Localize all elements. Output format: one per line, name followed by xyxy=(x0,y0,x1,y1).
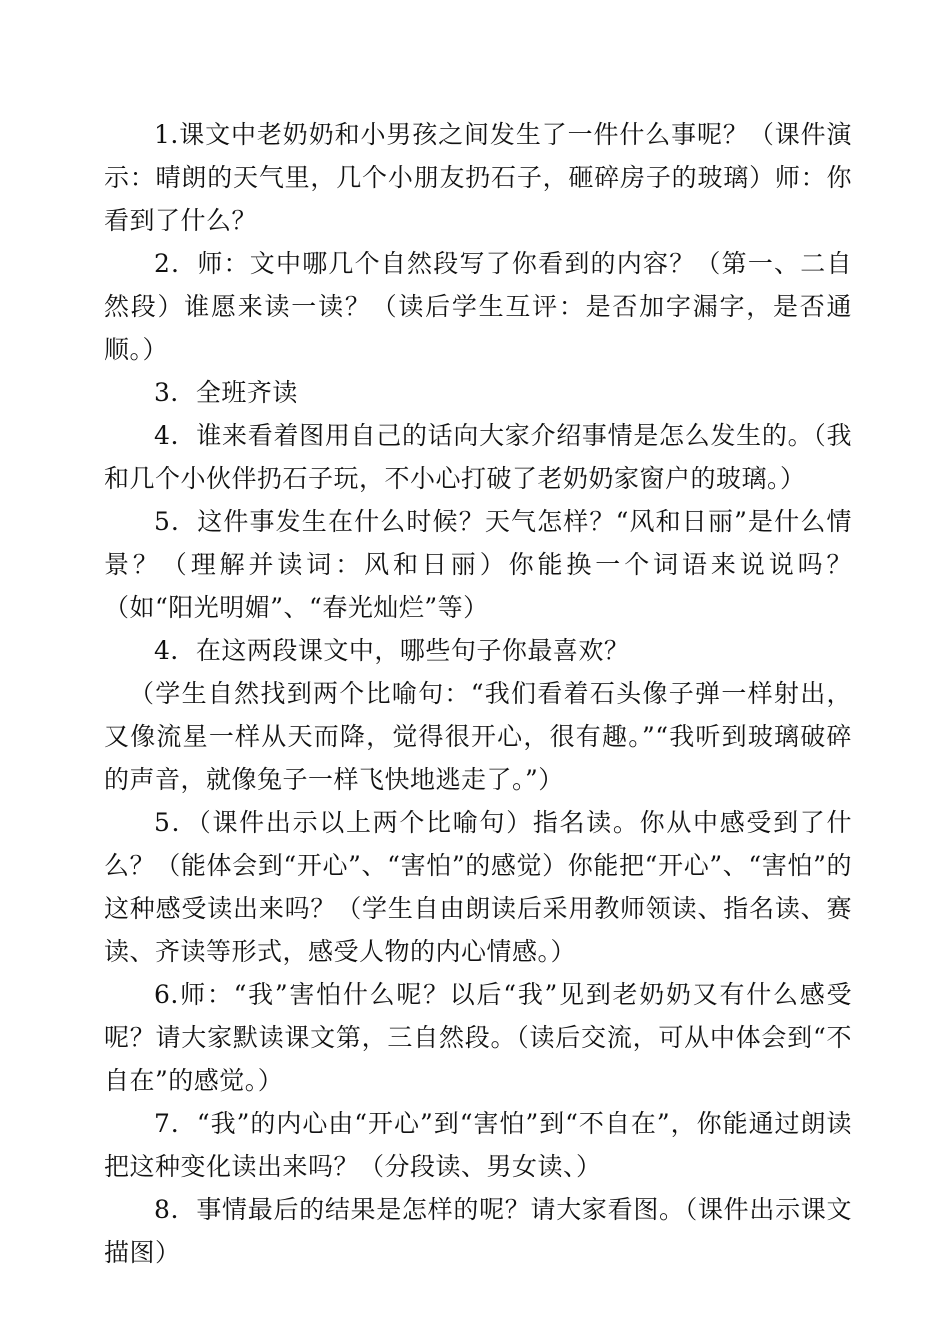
paragraph-6: 4．在这两段课文中，哪些句子你最喜欢？ xyxy=(154,636,630,665)
paragraph-9: 6.师：“我”害怕什么呢？以后“我”见到老奶奶又有什么感受呢？请大家默读课文第，三自然段。（读后交流，可从中体会到“不自在”的感觉。） xyxy=(104,980,852,1095)
document-body xyxy=(104,113,852,1274)
paragraph-11: 8．事情最后的结果是怎样的呢？请大家看图。（课件出示课文描图） xyxy=(104,1195,852,1267)
paragraph-1: 1.课文中老奶奶和小男孩之间发生了一件什么事呢？（课件演示：晴朗的天气里，几个小朋友扔石子，砸碎房子的玻璃）师：你看到了什么？ xyxy=(104,120,852,235)
paragraph-7: （学生自然找到两个比喻句：“我们看着石头像子弹一样射出，又像流星一样从天而降，觉得很开心，很有趣。”“我听到玻璃破碎的声音，就像兔子一样飞快地逃走了。”） xyxy=(104,679,852,794)
paragraph-5: 5．这件事发生在什么时候？天气怎样？“风和日丽”是什么情景？（理解并读词：风和日丽）你能换一个词语来说说吗？（如“阳光明媚”、“春光灿烂”等） xyxy=(104,507,852,622)
paragraph-4: 4．谁来看着图用自己的话向大家介绍事情是怎么发生的。（我和几个小伙伴扔石子玩，不小心打破了老奶奶家窗户的玻璃。） xyxy=(104,421,852,493)
paragraph-8: 5．（课件出示以上两个比喻句）指名读。你从中感受到了什么？（能体会到“开心”、“害怕”的感觉）你能把“开心”、“害怕”的这种感受读出来吗？（学生自由朗读后采用教师领读、指名读、赛读、齐读等形式，感受人物的内心情感。） xyxy=(104,808,852,966)
paragraph-3: 3．全班齐读 xyxy=(154,378,298,407)
paragraph-2: 2．师：文中哪几个自然段写了你看到的内容？（第一、二自然段）谁愿来读一读？（读后学生互评：是否加字漏字，是否通顺。） xyxy=(104,249,852,364)
paragraph-10: 7．“我”的内心由“开心”到“害怕”到“不自在”，你能通过朗读把这种变化读出来吗？（分段读、男女读、） xyxy=(104,1109,852,1181)
